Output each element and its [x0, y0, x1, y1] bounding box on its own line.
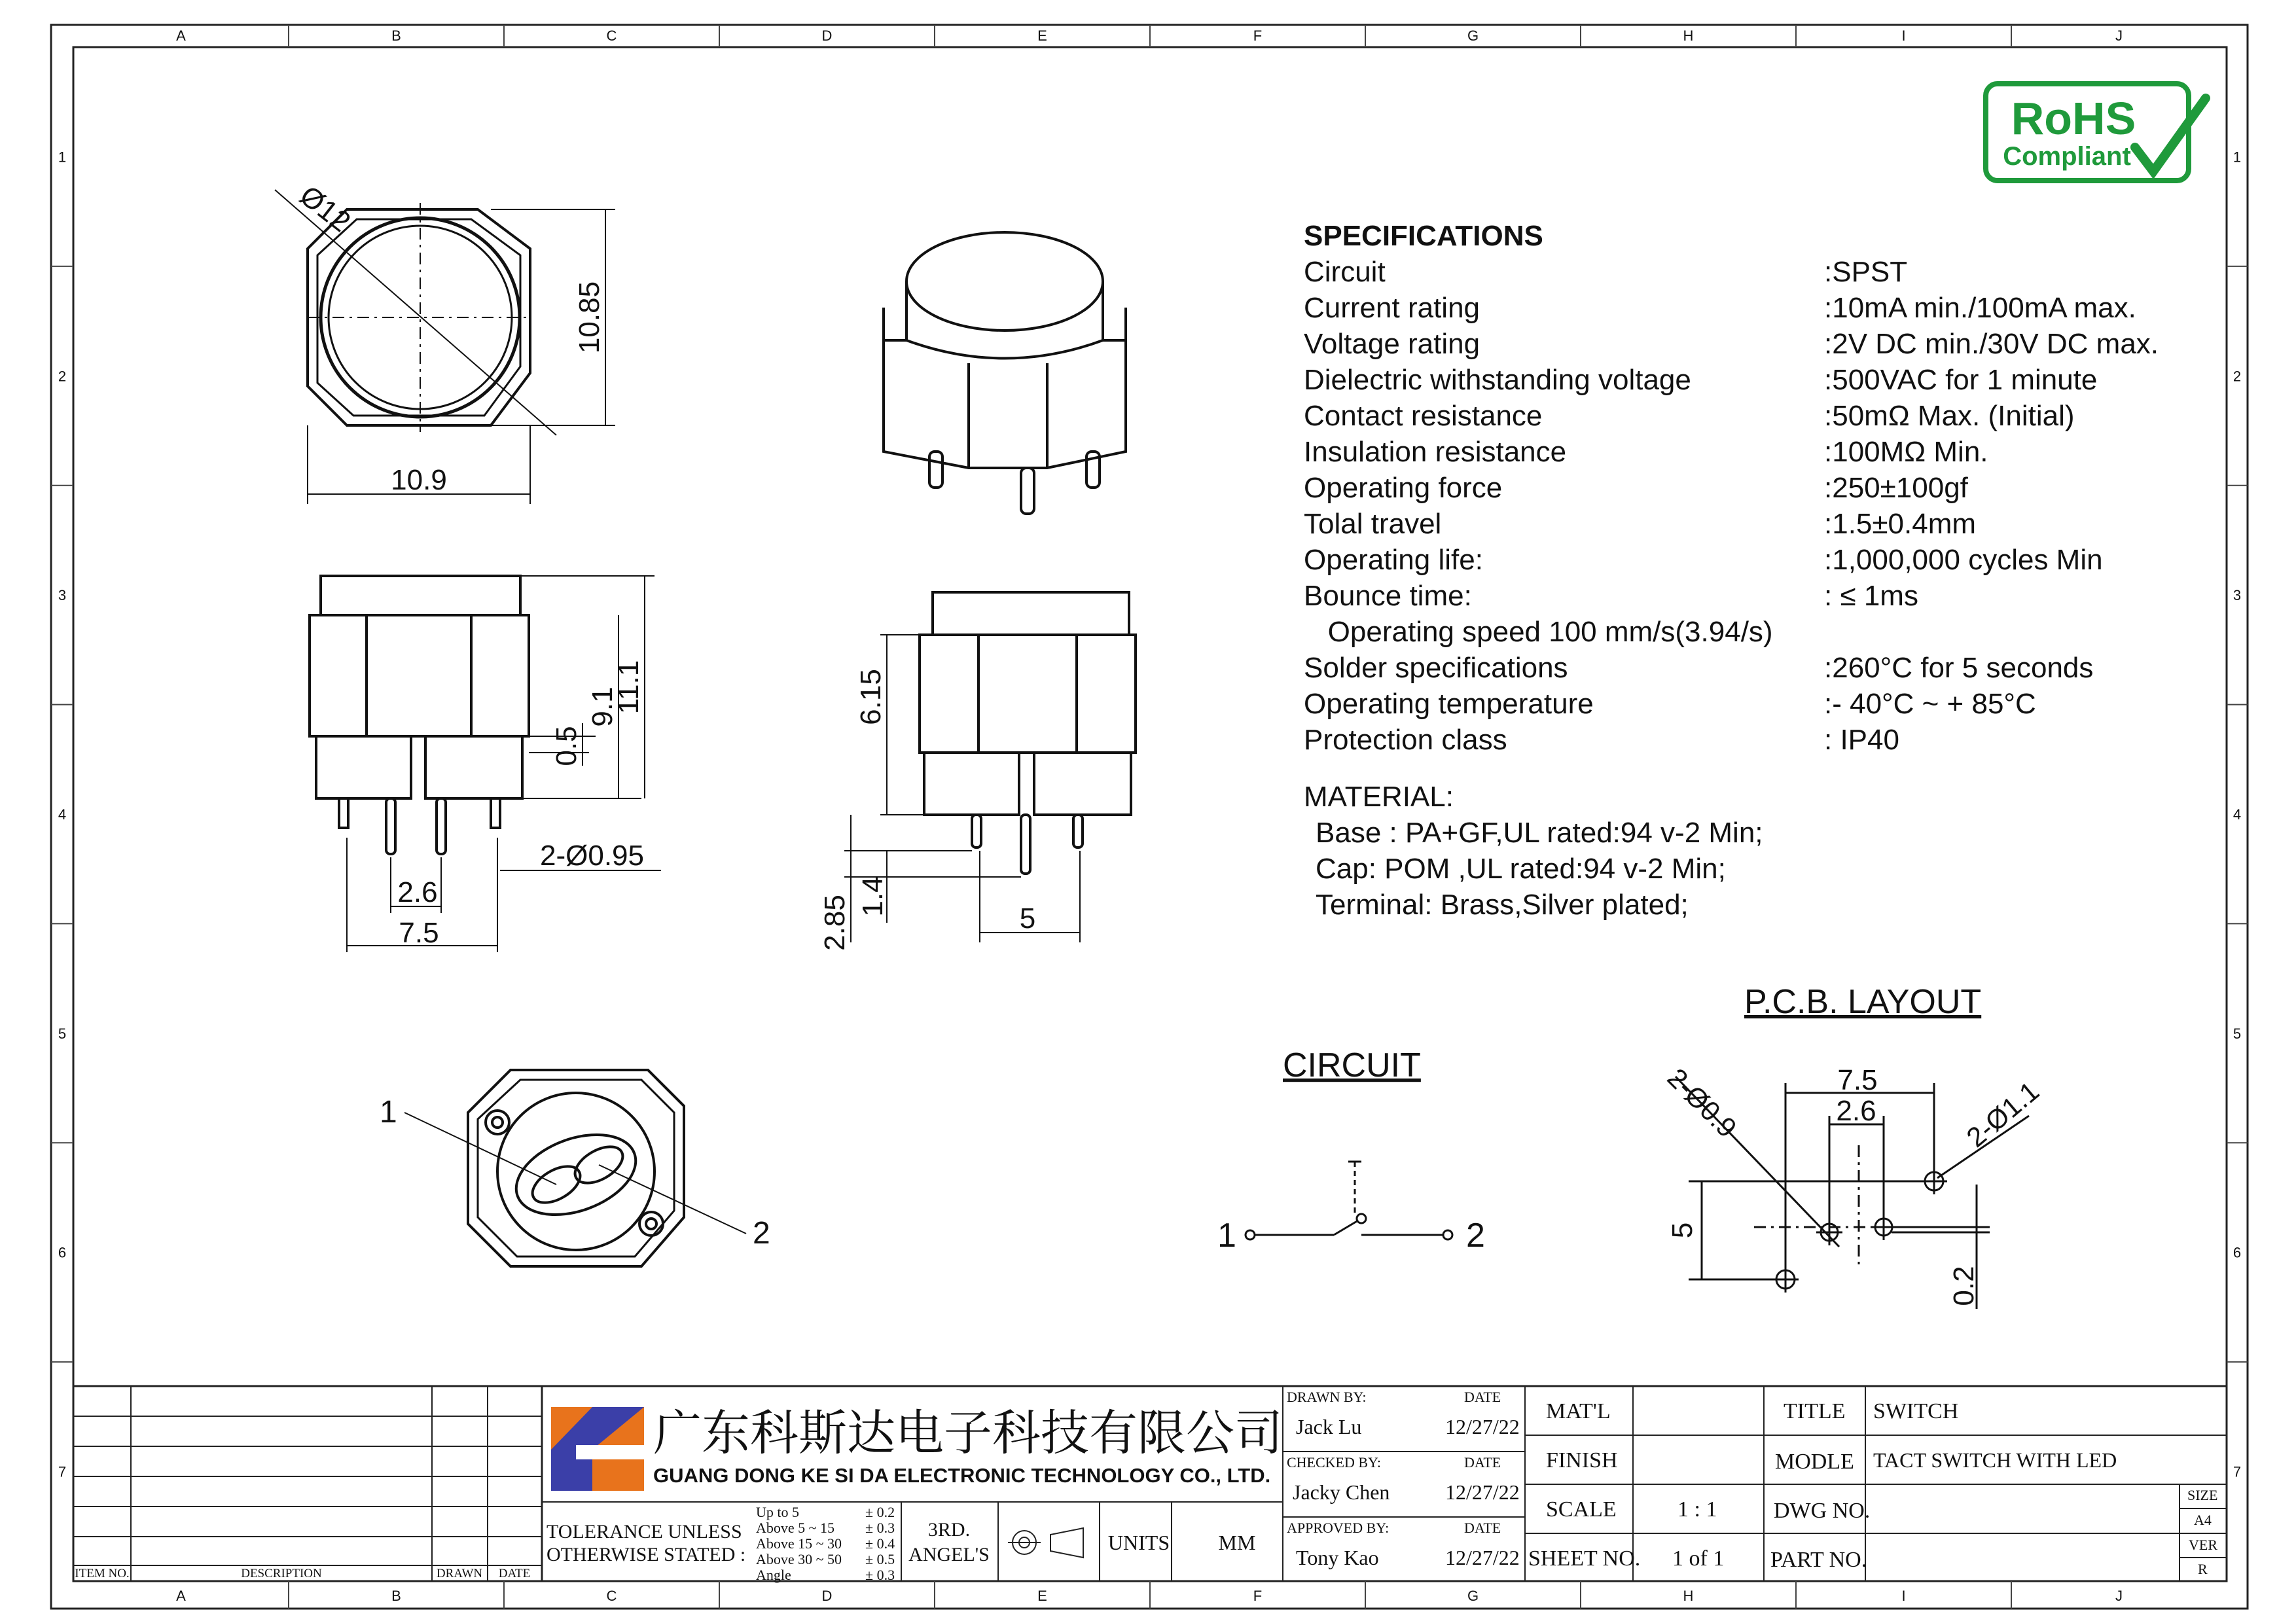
grid-column-label: A [176, 1588, 186, 1604]
spec-row [1304, 722, 2159, 758]
col-description: DESCRIPTION [241, 1567, 322, 1580]
title-label: TITLE [1784, 1399, 1846, 1423]
dim-front-pitch: 2.6 [397, 876, 438, 908]
spec-value: :2V DC min./30V DC max. [1824, 328, 2159, 360]
title-value: SWITCH [1873, 1399, 1959, 1423]
grid-row-label: 1 [58, 149, 67, 166]
dim-side-5: 5 [1019, 902, 1036, 935]
grid-column-label: H [1683, 27, 1694, 44]
grid-row-label: 2 [58, 368, 67, 385]
spec-label: Dielectric withstanding voltage [1304, 364, 1691, 396]
spec-label: Protection class [1304, 724, 1507, 756]
tolerance-value: ± 0.5 [865, 1551, 895, 1567]
grid-row-label: 7 [58, 1463, 67, 1480]
spec-row [1304, 434, 2159, 470]
specifications-heading: SPECIFICATIONS [1304, 220, 1543, 252]
dim-top-height: 10.85 [573, 281, 605, 354]
grid-row-label: 3 [58, 587, 67, 604]
tolerance-range: Above 5 ~ 15 [756, 1520, 835, 1536]
dim-top-diameter: Ø12 [293, 179, 357, 239]
top-view [275, 190, 615, 504]
grid-column-label: E [1037, 27, 1047, 44]
spec-label: Operating speed 100 mm/s(3.94/s) [1304, 616, 1773, 648]
ver-value: R [2198, 1561, 2208, 1577]
spec-row [1304, 542, 2159, 578]
col-drawn: DRAWN [436, 1567, 483, 1580]
grid-column-label: H [1683, 1588, 1694, 1604]
grid-row-label: 4 [2233, 806, 2242, 823]
tolerance-range: Angle [756, 1567, 791, 1583]
checked-by-name: Jacky Chen [1293, 1480, 1390, 1504]
size-label: SIZE [2187, 1487, 2218, 1503]
units-value: MM [1218, 1531, 1256, 1554]
material-line: Base : PA+GF,UL rated:94 v-2 Min; [1316, 817, 1763, 849]
dwg-no-label: DWG NO. [1774, 1499, 1871, 1523]
checked-date: 12/27/22 [1445, 1480, 1520, 1504]
sheet-value: 1 of 1 [1672, 1546, 1725, 1571]
grid-column-label: B [391, 1588, 401, 1604]
grid-column-label: J [2115, 1588, 2123, 1604]
grid-column-label: B [391, 27, 401, 44]
scale-label: SCALE [1546, 1497, 1617, 1522]
rohs-text: RoHS [2011, 93, 2136, 144]
circuit-title: CIRCUIT [1283, 1046, 1421, 1084]
spec-value: : IP40 [1824, 724, 1899, 756]
dim-front-holes: 2-Ø0.95 [540, 840, 644, 872]
pcb-title: P.C.B. LAYOUT [1744, 983, 1982, 1021]
specifications-block [1304, 218, 2159, 758]
circuit-pin-1: 1 [1217, 1217, 1236, 1255]
company-name-en: GUANG DONG KE SI DA ELECTRONIC TECHNOLOGY CO., LTD. [653, 1464, 1271, 1487]
iso-view [884, 232, 1126, 514]
col-date: DATE [498, 1567, 531, 1580]
spec-value: :250±100gf [1824, 472, 1968, 504]
spec-value: :260°C for 5 seconds [1824, 652, 2094, 684]
grid-column-label: F [1253, 1588, 1263, 1604]
pcb-dim-5: 5 [1666, 1222, 1698, 1239]
grid-row-label: 4 [58, 806, 67, 823]
pcb-holes-large: 2-Ø1.1 [1960, 1075, 2045, 1153]
tolerance-value: ± 0.2 [865, 1504, 895, 1520]
check-icon [2135, 98, 2206, 171]
drawn-by-name: Jack Lu [1296, 1415, 1362, 1438]
spec-label: Voltage rating [1304, 328, 1480, 360]
dim-side-14: 1.4 [857, 876, 889, 917]
tolerance-value: ± 0.4 [865, 1535, 895, 1552]
bottom-view [404, 1070, 746, 1266]
spec-label: Tolal travel [1304, 508, 1442, 540]
ver-label: VER [2189, 1537, 2217, 1553]
spec-value: :500VAC for 1 minute [1824, 364, 2098, 396]
grid-row-label: 5 [58, 1025, 67, 1042]
spec-row [1304, 578, 2159, 614]
tolerance-label-1: TOLERANCE UNLESS [547, 1521, 742, 1543]
spec-value: :SPST [1824, 256, 1908, 288]
grid-column-label: F [1253, 27, 1263, 44]
company-name-cn: 广东科斯达电子科技有限公司 [653, 1407, 1283, 1461]
dim-side-285: 2.85 [819, 895, 851, 951]
spec-value: :100MΩ Min. [1824, 436, 1988, 468]
grid-column-label: G [1467, 27, 1479, 44]
grid-column-label: C [606, 27, 617, 44]
spec-value: :10mA min./100mA max. [1824, 292, 2136, 324]
spec-value: : ≤ 1ms [1824, 580, 1918, 612]
projection-label-1: 3RD. [927, 1519, 971, 1541]
sheet-label: SHEET NO. [1528, 1546, 1641, 1571]
material-line: Terminal: Brass,Silver plated; [1316, 889, 1689, 921]
scale-value: 1 : 1 [1677, 1497, 1717, 1522]
spec-label: Circuit [1304, 256, 1386, 288]
dim-front-05: 0.5 [550, 726, 583, 766]
grid-row-label: 1 [2233, 149, 2242, 166]
matl-label: MAT'L [1546, 1399, 1611, 1423]
spec-value: :50mΩ Max. (Initial) [1824, 400, 2075, 432]
circuit-symbol [1246, 1162, 1452, 1240]
grid-row-label: 7 [2233, 1463, 2242, 1480]
grid-column-label: A [176, 27, 186, 44]
projection-symbol-icon [1008, 1528, 1083, 1558]
finish-label: FINISH [1546, 1448, 1618, 1472]
pcb-holes-small: 2-Ø0.9 [1661, 1062, 1743, 1144]
circuit-pin-2: 2 [1466, 1217, 1485, 1255]
pcb-dim-26: 2.6 [1836, 1095, 1876, 1127]
tolerance-range: Above 15 ~ 30 [756, 1535, 842, 1552]
grid-column-label: G [1467, 1588, 1479, 1604]
spec-row [1304, 686, 2159, 722]
size-value: A4 [2194, 1512, 2212, 1528]
dim-front-91: 9.1 [586, 687, 619, 727]
tolerance-value: ± 0.3 [865, 1520, 895, 1536]
date-label-1: DATE [1464, 1389, 1501, 1405]
spec-row [1304, 362, 2159, 398]
grid-column-label: D [821, 1588, 833, 1604]
spec-value: :1.5±0.4mm [1824, 508, 1977, 540]
spec-row [1304, 470, 2159, 506]
drawn-date: 12/27/22 [1445, 1415, 1520, 1438]
spec-row [1304, 254, 2159, 290]
spec-value: :- 40°C ~ + 85°C [1824, 688, 2036, 720]
spec-row [1304, 650, 2159, 686]
grid-column-label: E [1037, 1588, 1047, 1604]
spec-label: Bounce time: [1304, 580, 1472, 612]
col-item-no: ITEM NO. [75, 1567, 130, 1580]
grid-column-label: I [1901, 27, 1906, 44]
approved-by-label: APPROVED BY: [1287, 1520, 1390, 1536]
grid-row-label: 2 [2233, 368, 2242, 385]
date-label-3: DATE [1464, 1520, 1501, 1536]
grid-column-label: I [1901, 1588, 1906, 1604]
pcb-dim-75: 7.5 [1837, 1064, 1878, 1096]
model-value: TACT SWITCH WITH LED [1873, 1448, 2117, 1472]
pcb-dim-02: 0.2 [1948, 1266, 1980, 1306]
tolerance-value: ± 0.3 [865, 1567, 895, 1583]
spec-label: Solder specifications [1304, 652, 1568, 684]
grid-row-label: 5 [2233, 1025, 2242, 1042]
approved-by-name: Tony Kao [1296, 1546, 1379, 1569]
material-line: Cap: POM ,UL rated:94 v-2 Min; [1316, 853, 1726, 885]
dim-front-111: 11.1 [613, 660, 645, 715]
spec-label: Contact resistance [1304, 400, 1543, 432]
model-label: MODLE [1775, 1450, 1854, 1474]
material-list [1304, 815, 1763, 923]
bottom-pin-1: 1 [380, 1095, 397, 1130]
grid-column-label: C [606, 1588, 617, 1604]
spec-row [1304, 614, 2159, 650]
spec-label: Current rating [1304, 292, 1480, 324]
compliant-text: Compliant [2003, 142, 2131, 171]
spec-row [1304, 506, 2159, 542]
spec-label: Operating temperature [1304, 688, 1594, 720]
spec-label: Insulation resistance [1304, 436, 1567, 468]
tolerance-ranges [756, 1504, 895, 1583]
spec-row [1304, 326, 2159, 362]
drawn-by-label: DRAWN BY: [1287, 1389, 1367, 1405]
grid-row-label: 3 [2233, 587, 2242, 604]
bottom-pin-2: 2 [753, 1216, 770, 1251]
checked-by-label: CHECKED BY: [1287, 1454, 1382, 1471]
approved-date: 12/27/22 [1445, 1546, 1520, 1569]
grid-column-label: J [2115, 27, 2123, 44]
grid-row-label: 6 [2233, 1244, 2242, 1261]
spec-label: Operating life: [1304, 544, 1483, 576]
grid-row-label: 6 [58, 1244, 67, 1261]
part-no-label: PART NO. [1770, 1548, 1867, 1572]
specifications-list [1304, 254, 2159, 758]
spec-label: Operating force [1304, 472, 1503, 504]
rohs-badge [1986, 84, 2206, 181]
tolerance-range: Above 30 ~ 50 [756, 1551, 842, 1567]
tolerance-range: Up to 5 [756, 1504, 799, 1520]
front-view [310, 576, 661, 952]
spec-row [1304, 290, 2159, 326]
spec-value: :1,000,000 cycles Min [1824, 544, 2103, 576]
tolerance-label-2: OTHERWISE STATED : [547, 1544, 746, 1565]
dim-top-width: 10.9 [391, 464, 447, 496]
projection-label-2: ANGEL'S [908, 1544, 990, 1565]
spec-row [1304, 398, 2159, 434]
material-block [1304, 779, 1763, 923]
date-label-2: DATE [1464, 1454, 1501, 1471]
company-logo [551, 1407, 644, 1491]
grid-column-label: D [821, 27, 833, 44]
material-heading: MATERIAL: [1304, 781, 1454, 813]
dim-side-615: 6.15 [855, 669, 887, 725]
units-label: UNITS [1107, 1531, 1170, 1554]
dim-front-width: 7.5 [399, 917, 439, 949]
